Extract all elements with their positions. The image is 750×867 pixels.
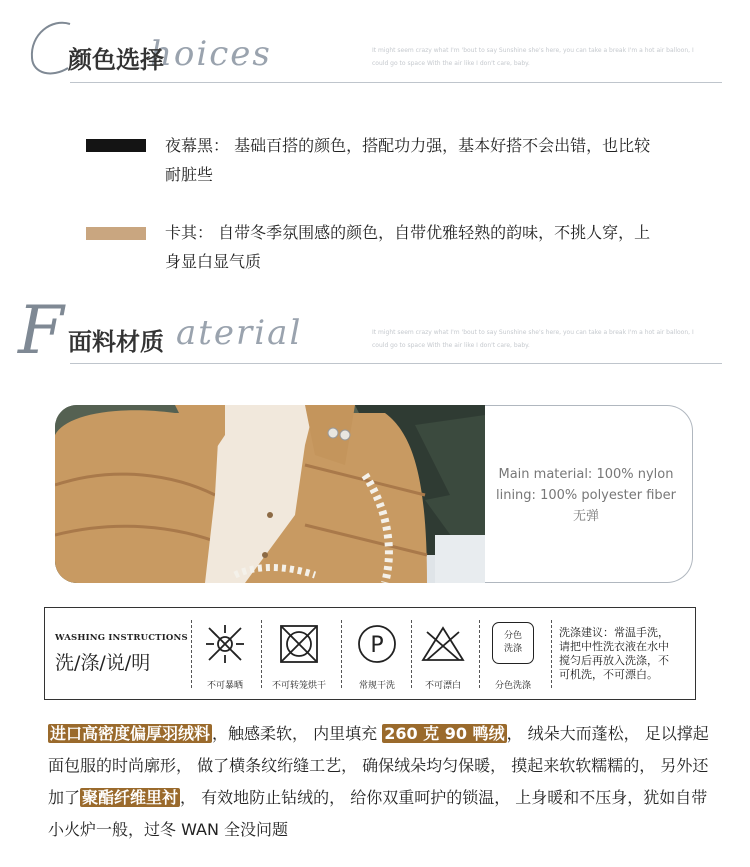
color-section-divider	[70, 82, 722, 83]
wash-separator	[261, 620, 262, 688]
product-photo	[55, 405, 485, 583]
product-description	[48, 718, 710, 846]
main-material-text: Main material: 100% nylon	[498, 467, 674, 482]
color-khaki-desc: 卡其： 自带冬季氛围感的颜色，自带优雅轻熟的韵味，不挑人穿，上 身显白显气质	[165, 223, 651, 271]
color-section-title: 颜色选择	[68, 46, 164, 74]
desc-text-1: ，触感柔软， 内里填充	[212, 724, 378, 743]
wash-label-4: 不可漂白	[424, 681, 461, 691]
fabric-section-title: 面料材质	[68, 328, 164, 356]
fabric-script-cap: F	[18, 292, 64, 369]
wash-label-5: 分色洗涤	[494, 681, 531, 691]
fabric-section-script: aterial	[176, 313, 303, 353]
svg-text:P: P	[370, 633, 384, 658]
color-section-script: hoices	[150, 34, 272, 74]
no-sun-dry-icon	[201, 622, 249, 666]
wash-separator	[411, 620, 412, 688]
material-info-box	[460, 405, 693, 583]
fabric-section-lorem: It might seem crazy what I'm 'bout to say Sunshine she's here, you can take a break I'm a hot air balloon, I could go to space With the air like I don't care, baby.	[372, 329, 694, 349]
no-bleach-icon	[419, 624, 467, 664]
wash-separator	[551, 620, 552, 688]
washing-title-cn: 洗/涤/说/明	[55, 652, 151, 674]
wash-separator	[341, 620, 342, 688]
color-section-lorem: It might seem crazy what I'm 'bout to say Sunshine she's here, you can take a break I'm a hot air balloon, I could go to space With the air like I don't care, baby.	[372, 47, 694, 67]
dry-clean-p-icon	[355, 622, 399, 666]
lining-material-text: lining: 100% polyester fiber	[495, 488, 676, 503]
washing-title-en: WASHING INSTRUCTIONS	[55, 633, 188, 643]
stretch-text: 无弹	[572, 509, 599, 524]
washing-advice: 洗涤建议：常温手洗， 请把中性洗衣液在水中 搅匀后再放入洗涤，不 可机洗，不可漂白。	[559, 626, 669, 681]
wash-label-3: 常规干洗	[358, 681, 395, 691]
swatch-khaki	[86, 227, 146, 240]
wash-label-2: 不可转笼烘干	[271, 681, 326, 691]
wash-separator	[479, 620, 480, 688]
swatch-black	[86, 139, 146, 152]
desc-text-3: ， 有效地防止钻绒的， 给你双重呵护的锁温， 上身暖和不压身，犹如自带小火炉一般，过冬 WAN 全没问题	[48, 788, 708, 839]
wash-label-1: 不可暴晒	[206, 681, 243, 691]
no-tumble-dry-icon	[277, 624, 321, 664]
highlight-fabric: 进口高密度偏厚羽绒料	[50, 724, 211, 743]
highlight-down-fill: 260 克 90 鸭绒	[384, 724, 505, 743]
color-black-desc: 夜幕黑： 基础百搭的颜色，搭配功力强，基本好搭不会出错，也比较 耐脏些	[165, 136, 651, 184]
highlight-lining: 聚酯纤维里衬	[82, 788, 179, 807]
separate-wash-icon: 分色 洗涤	[492, 622, 534, 664]
desc-text-2: ， 绒朵大而蓬松， 足以撑起面包服的时尚廓形， 做了横条纹绗缝工艺， 确保绒朵均匀保暖， 摸起来软软糯糯的， 另外还加了	[48, 724, 709, 807]
washing-instructions-box	[44, 607, 696, 700]
fabric-section-divider	[70, 363, 722, 364]
wash-separator	[191, 620, 192, 688]
